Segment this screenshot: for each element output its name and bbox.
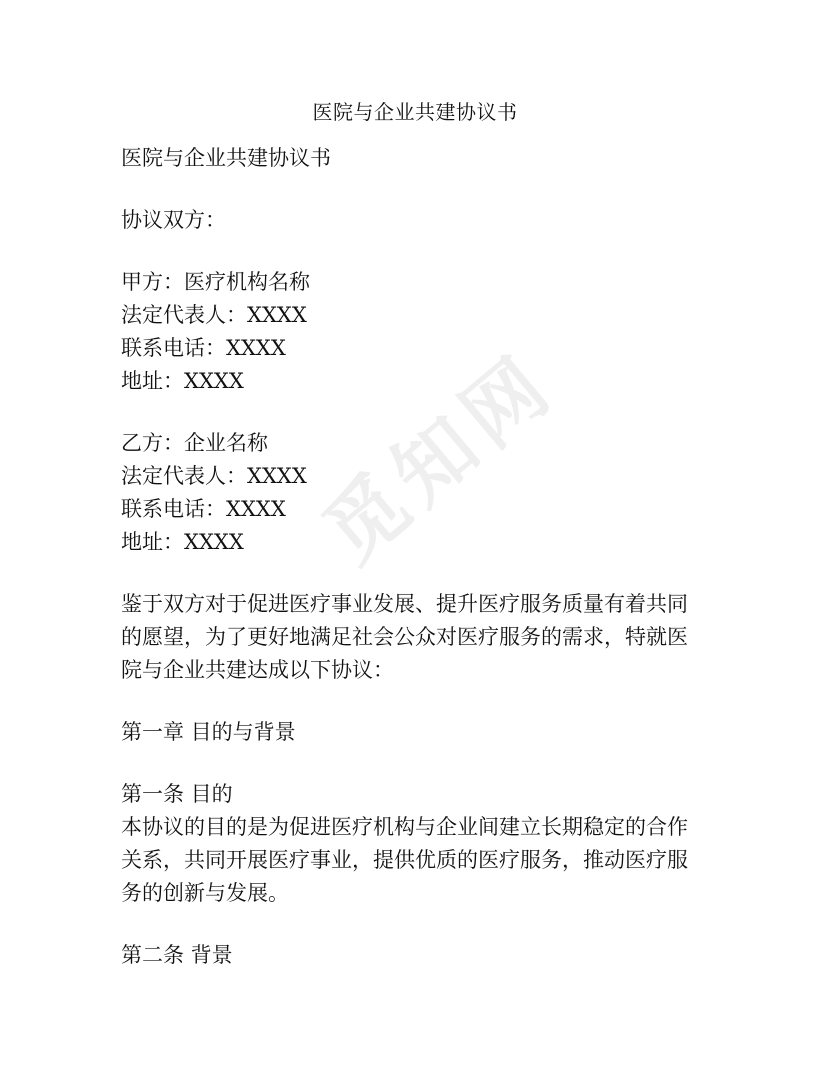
spacer bbox=[121, 175, 721, 204]
spacer bbox=[121, 910, 721, 939]
party-a-name: 甲方：医疗机构名称 bbox=[121, 270, 310, 294]
spacer bbox=[121, 749, 721, 778]
spacer bbox=[121, 398, 721, 427]
article-2-heading: 第二条 背景 bbox=[121, 943, 233, 967]
document-body bbox=[121, 142, 721, 972]
party-a-rep: 法定代表人：XXXX bbox=[121, 303, 307, 327]
article-1-body bbox=[121, 811, 721, 910]
chapter-1-heading: 第一章 目的与背景 bbox=[121, 720, 296, 744]
preamble-line: 院与企业共建达成以下协议： bbox=[121, 658, 394, 682]
spacer bbox=[121, 559, 721, 588]
party-a-block bbox=[121, 266, 721, 398]
spacer bbox=[121, 687, 721, 716]
article-1-line: 关系，共同开展医疗事业，提供优质的医疗服务，推动医疗服 bbox=[121, 848, 688, 872]
party-a-address: 地址：XXXX bbox=[121, 369, 244, 393]
document-heading: 医院与企业共建协议书 bbox=[121, 146, 331, 170]
parties-label: 协议双方： bbox=[121, 208, 226, 232]
article-1-heading: 第一条 目的 bbox=[121, 782, 233, 806]
watermark: 觅知网 bbox=[306, 335, 573, 581]
preamble-paragraph bbox=[121, 588, 721, 687]
party-b-name: 乙方：企业名称 bbox=[121, 431, 268, 455]
preamble-line: 鉴于双方对于促进医疗事业发展、提升医疗服务质量有着共同 bbox=[121, 592, 688, 616]
document-title: 医院与企业共建协议书 bbox=[312, 100, 518, 124]
article-1-line: 务的创新与发展。 bbox=[121, 881, 289, 905]
party-a-phone: 联系电话：XXXX bbox=[121, 336, 286, 360]
party-b-address: 地址：XXXX bbox=[121, 530, 244, 554]
preamble-line: 的愿望，为了更好地满足社会公众对医疗服务的需求，特就医 bbox=[121, 625, 688, 649]
party-b-block bbox=[121, 427, 721, 559]
article-1-line: 本协议的目的是为促进医疗机构与企业间建立长期稳定的合作 bbox=[121, 815, 688, 839]
party-b-phone: 联系电话：XXXX bbox=[121, 497, 286, 521]
party-b-rep: 法定代表人：XXXX bbox=[121, 464, 307, 488]
spacer bbox=[121, 237, 721, 266]
